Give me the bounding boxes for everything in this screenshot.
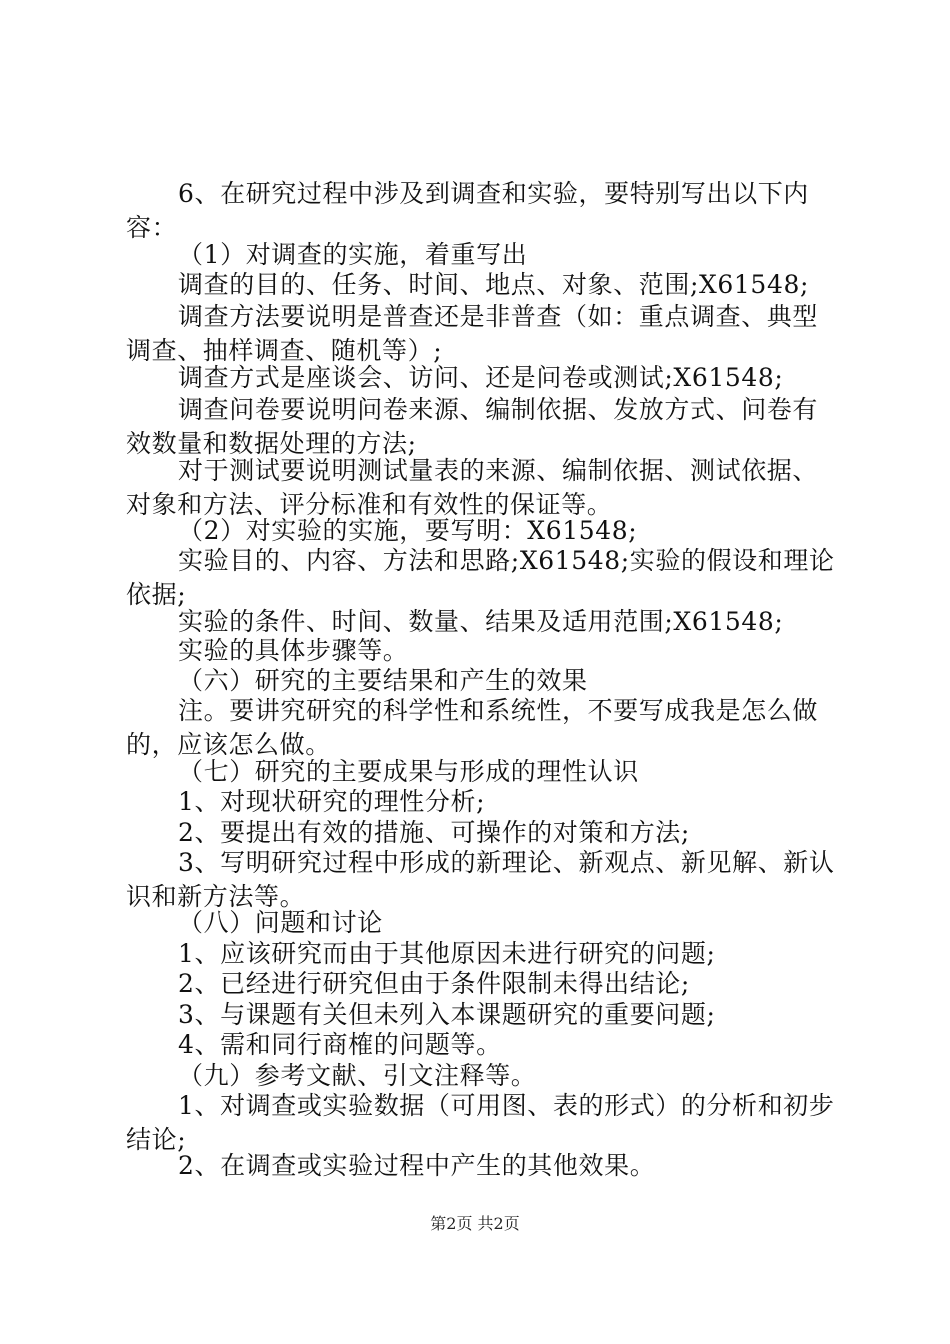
paragraph-survey-heading: （1）对调查的实施，着重写出 bbox=[178, 240, 528, 269]
paragraph-questionnaire: 调查问卷要说明问卷来源、编制依据、发放方式、问卷有效数量和数据处理的方法; bbox=[126, 395, 819, 458]
paragraph-survey-method: 调查方法要说明是普查还是非普查（如：重点调查、典型调查、抽样调查、随机等）; bbox=[126, 302, 819, 365]
list-item-7-3: 3、写明研究过程中形成的新理论、新观点、新见解、新认识和新方法等。 bbox=[126, 848, 835, 911]
heading-section-8: （八）问题和讨论 bbox=[178, 908, 383, 937]
paragraph-survey-purpose: 调查的目的、任务、时间、地点、对象、范围;X61548; bbox=[178, 270, 809, 299]
list-item-8-2: 2、已经进行研究但由于条件限制未得出结论; bbox=[178, 969, 690, 998]
paragraph-test: 对于测试要说明测试量表的来源、编制依据、测试依据、对象和方法、评分标准和有效性的保证等。 bbox=[126, 456, 819, 519]
paragraph-experiment-purpose: 实验目的、内容、方法和思路;X61548;实验的假设和理论依据; bbox=[126, 546, 835, 609]
list-item-7-2: 2、要提出有效的措施、可操作的对策和方法; bbox=[178, 818, 690, 847]
paragraph-experiment-conditions: 实验的条件、时间、数量、结果及适用范围;X61548; bbox=[178, 607, 784, 636]
paragraph-note: 注。要讲究研究的科学性和系统性，不要写成我是怎么做的，应该怎么做。 bbox=[126, 696, 819, 759]
list-item-9-2: 2、在调查或实验过程中产生的其他效果。 bbox=[178, 1151, 656, 1180]
heading-section-6: （六）研究的主要结果和产生的效果 bbox=[178, 666, 588, 695]
paragraph-intro: 6、在研究过程中涉及到调查和实验，要特别写出以下内容： bbox=[126, 179, 809, 242]
paragraph-experiment-steps: 实验的具体步骤等。 bbox=[178, 636, 409, 665]
heading-section-7: （七）研究的主要成果与形成的理性认识 bbox=[178, 757, 639, 786]
list-item-8-4: 4、需和同行商榷的问题等。 bbox=[178, 1030, 502, 1059]
paragraph-experiment-heading: （2）对实验的实施，要写明：X61548; bbox=[178, 516, 638, 545]
heading-section-9: （九）参考文献、引文注释等。 bbox=[178, 1061, 537, 1090]
list-item-9-1: 1、对调查或实验数据（可用图、表的形式）的分析和初步结论; bbox=[126, 1091, 835, 1154]
list-item-8-3: 3、与课题有关但未列入本课题研究的重要问题; bbox=[178, 1000, 716, 1029]
page-number-footer: 第2页 共2页 bbox=[430, 1214, 520, 1233]
paragraph-survey-mode: 调查方式是座谈会、访问、还是问卷或测试;X61548; bbox=[178, 363, 784, 392]
list-item-7-1: 1、对现状研究的理性分析; bbox=[178, 787, 486, 816]
list-item-8-1: 1、应该研究而由于其他原因未进行研究的问题; bbox=[178, 939, 716, 968]
